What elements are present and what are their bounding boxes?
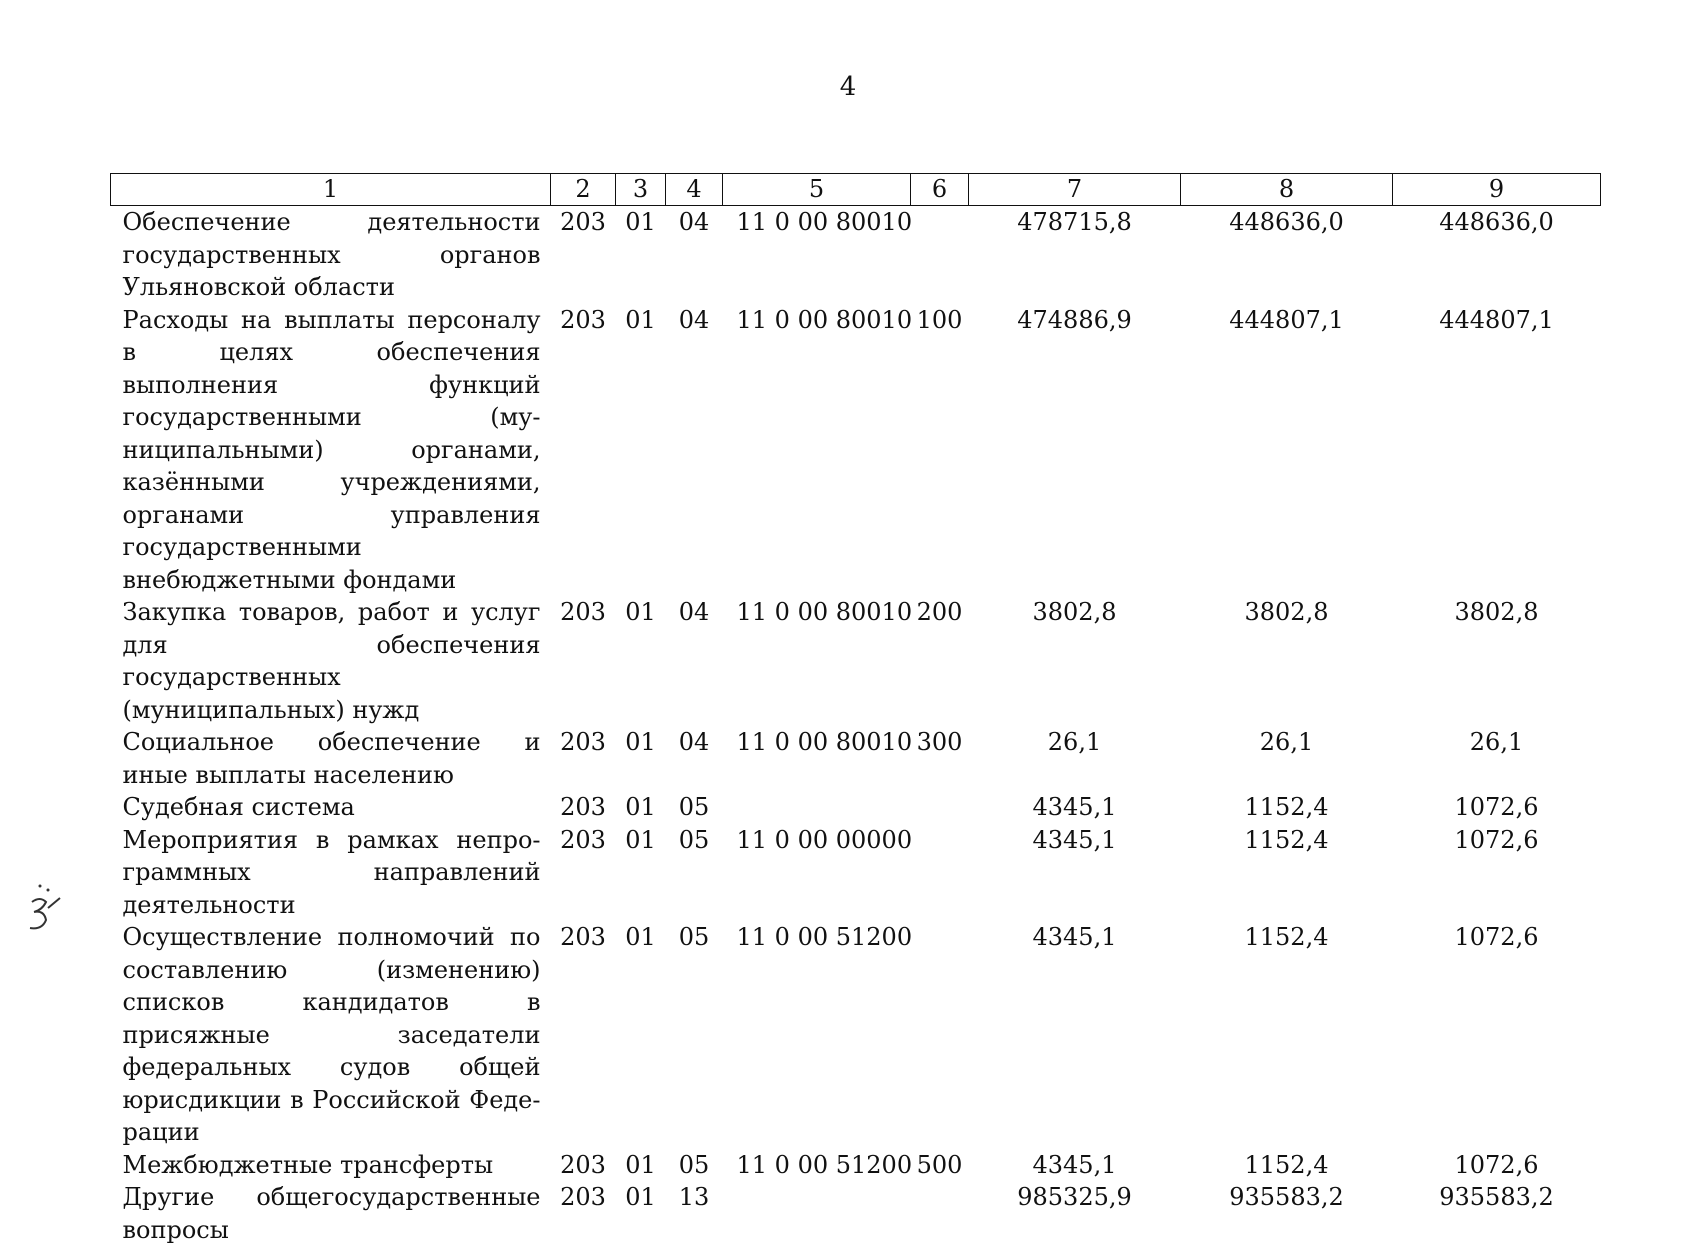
row-amount-col-7: 478715,8 — [969, 206, 1181, 304]
row-amount-col-9: 3802,8 — [1393, 596, 1601, 726]
row-code-col-3: 01 — [616, 596, 666, 726]
row-amount-col-8: 26,1 — [1181, 726, 1393, 791]
row-amount-col-7: 26,1 — [969, 726, 1181, 791]
row-amount-col-9: 1072,6 — [1393, 824, 1601, 922]
row-code-col-5: 11 0 00 80010 — [723, 206, 911, 304]
row-amount-col-9: 1072,6 — [1393, 1149, 1601, 1182]
row-amount-col-8: 448636,0 — [1181, 206, 1393, 304]
column-number-header-row — [111, 174, 1601, 206]
header-col-8: 8 — [1181, 174, 1393, 206]
row-code-col-6: 300 — [911, 726, 969, 791]
row-code-col-2: 203 — [551, 921, 616, 1149]
row-amount-col-9: 444807,1 — [1393, 304, 1601, 597]
row-code-col-4: 04 — [666, 596, 723, 726]
row-amount-col-9: 26,1 — [1393, 726, 1601, 791]
header-col-6: 6 — [911, 174, 969, 206]
table-row — [111, 726, 1601, 791]
budget-table — [110, 173, 1601, 1246]
row-code-col-5: 11 0 00 51200 — [723, 1149, 911, 1182]
row-code-col-6 — [911, 824, 969, 922]
row-code-col-5: 11 0 00 00000 — [723, 824, 911, 922]
row-amount-col-7: 4345,1 — [969, 791, 1181, 824]
row-code-col-5: 11 0 00 80010 — [723, 304, 911, 597]
header-col-2: 2 — [551, 174, 616, 206]
page-number: 4 — [0, 72, 1696, 102]
table-row — [111, 1181, 1601, 1246]
row-code-col-4: 05 — [666, 791, 723, 824]
row-name-cell: Судебная система — [111, 791, 551, 824]
table-row — [111, 596, 1601, 726]
row-code-col-4: 04 — [666, 206, 723, 304]
row-name-cell: Другие общегосударственные вопросы — [111, 1181, 551, 1246]
table-row — [111, 206, 1601, 304]
table-body — [111, 206, 1601, 1246]
row-code-col-2: 203 — [551, 304, 616, 597]
row-code-col-4: 04 — [666, 304, 723, 597]
row-code-col-3: 01 — [616, 1149, 666, 1182]
row-code-col-6 — [911, 206, 969, 304]
row-code-col-4: 05 — [666, 1149, 723, 1182]
row-code-col-2: 203 — [551, 596, 616, 726]
row-code-col-4: 05 — [666, 921, 723, 1149]
row-code-col-5: 11 0 00 80010 — [723, 596, 911, 726]
row-code-col-2: 203 — [551, 791, 616, 824]
row-code-col-2: 203 — [551, 726, 616, 791]
row-amount-col-7: 985325,9 — [969, 1181, 1181, 1246]
row-amount-col-7: 4345,1 — [969, 1149, 1181, 1182]
table-row — [111, 824, 1601, 922]
row-name-cell: Мероприятия в рамках непрограммных направлений деятельности — [111, 824, 551, 922]
row-amount-col-9: 1072,6 — [1393, 791, 1601, 824]
row-code-col-6: 500 — [911, 1149, 969, 1182]
row-code-col-6 — [911, 921, 969, 1149]
row-amount-col-8: 1152,4 — [1181, 791, 1393, 824]
row-code-col-5: 11 0 00 80010 — [723, 726, 911, 791]
row-code-col-3: 01 — [616, 726, 666, 791]
row-code-col-4: 13 — [666, 1181, 723, 1246]
header-col-3: 3 — [616, 174, 666, 206]
row-code-col-6: 100 — [911, 304, 969, 597]
row-amount-col-8: 935583,2 — [1181, 1181, 1393, 1246]
table-row — [111, 304, 1601, 597]
row-code-col-6 — [911, 1181, 969, 1246]
row-amount-col-7: 474886,9 — [969, 304, 1181, 597]
row-name-cell: Обеспечение деятельности государственных органов Ульяновской области — [111, 206, 551, 304]
row-code-col-4: 05 — [666, 824, 723, 922]
row-amount-col-8: 1152,4 — [1181, 921, 1393, 1149]
row-name-cell: Осуществление полномочий по составлению (изменению) списков кандидатов в присяжные заседатели федеральных судов общей юрисдикции в Российской Федерации — [111, 921, 551, 1149]
row-code-col-6: 200 — [911, 596, 969, 726]
table-row — [111, 791, 1601, 824]
table-row — [111, 1149, 1601, 1182]
row-amount-col-9: 1072,6 — [1393, 921, 1601, 1149]
table-row — [111, 921, 1601, 1149]
row-code-col-3: 01 — [616, 304, 666, 597]
row-amount-col-7: 3802,8 — [969, 596, 1181, 726]
row-name-cell: Расходы на выплаты персоналу в целях обеспечения выполнения функций государственными (муниципальными) органами, казёнными учреждениями, органами управления государственными внебюджетными фондами — [111, 304, 551, 597]
row-code-col-3: 01 — [616, 921, 666, 1149]
header-col-7: 7 — [969, 174, 1181, 206]
row-amount-col-9: 448636,0 — [1393, 206, 1601, 304]
row-code-col-2: 203 — [551, 206, 616, 304]
header-col-1: 1 — [111, 174, 551, 206]
row-name-cell: Закупка товаров, работ и услуг для обеспечения государственных (муниципальных) нужд — [111, 596, 551, 726]
row-name-cell: Межбюджетные трансферты — [111, 1149, 551, 1182]
row-code-col-2: 203 — [551, 1181, 616, 1246]
row-amount-col-7: 4345,1 — [969, 921, 1181, 1149]
row-amount-col-9: 935583,2 — [1393, 1181, 1601, 1246]
row-code-col-5 — [723, 791, 911, 824]
row-amount-col-8: 3802,8 — [1181, 596, 1393, 726]
row-code-col-5 — [723, 1181, 911, 1246]
row-code-col-3: 01 — [616, 1181, 666, 1246]
row-amount-col-8: 444807,1 — [1181, 304, 1393, 597]
header-col-9: 9 — [1393, 174, 1601, 206]
row-code-col-4: 04 — [666, 726, 723, 791]
handwritten-margin-mark — [18, 880, 68, 940]
row-code-col-2: 203 — [551, 1149, 616, 1182]
header-col-4: 4 — [666, 174, 723, 206]
row-code-col-6 — [911, 791, 969, 824]
row-code-col-2: 203 — [551, 824, 616, 922]
row-name-cell: Социальное обеспечение и иные выплаты населению — [111, 726, 551, 791]
row-code-col-3: 01 — [616, 206, 666, 304]
row-amount-col-8: 1152,4 — [1181, 1149, 1393, 1182]
row-amount-col-7: 4345,1 — [969, 824, 1181, 922]
row-code-col-3: 01 — [616, 791, 666, 824]
header-col-5: 5 — [723, 174, 911, 206]
row-code-col-5: 11 0 00 51200 — [723, 921, 911, 1149]
row-amount-col-8: 1152,4 — [1181, 824, 1393, 922]
row-code-col-3: 01 — [616, 824, 666, 922]
